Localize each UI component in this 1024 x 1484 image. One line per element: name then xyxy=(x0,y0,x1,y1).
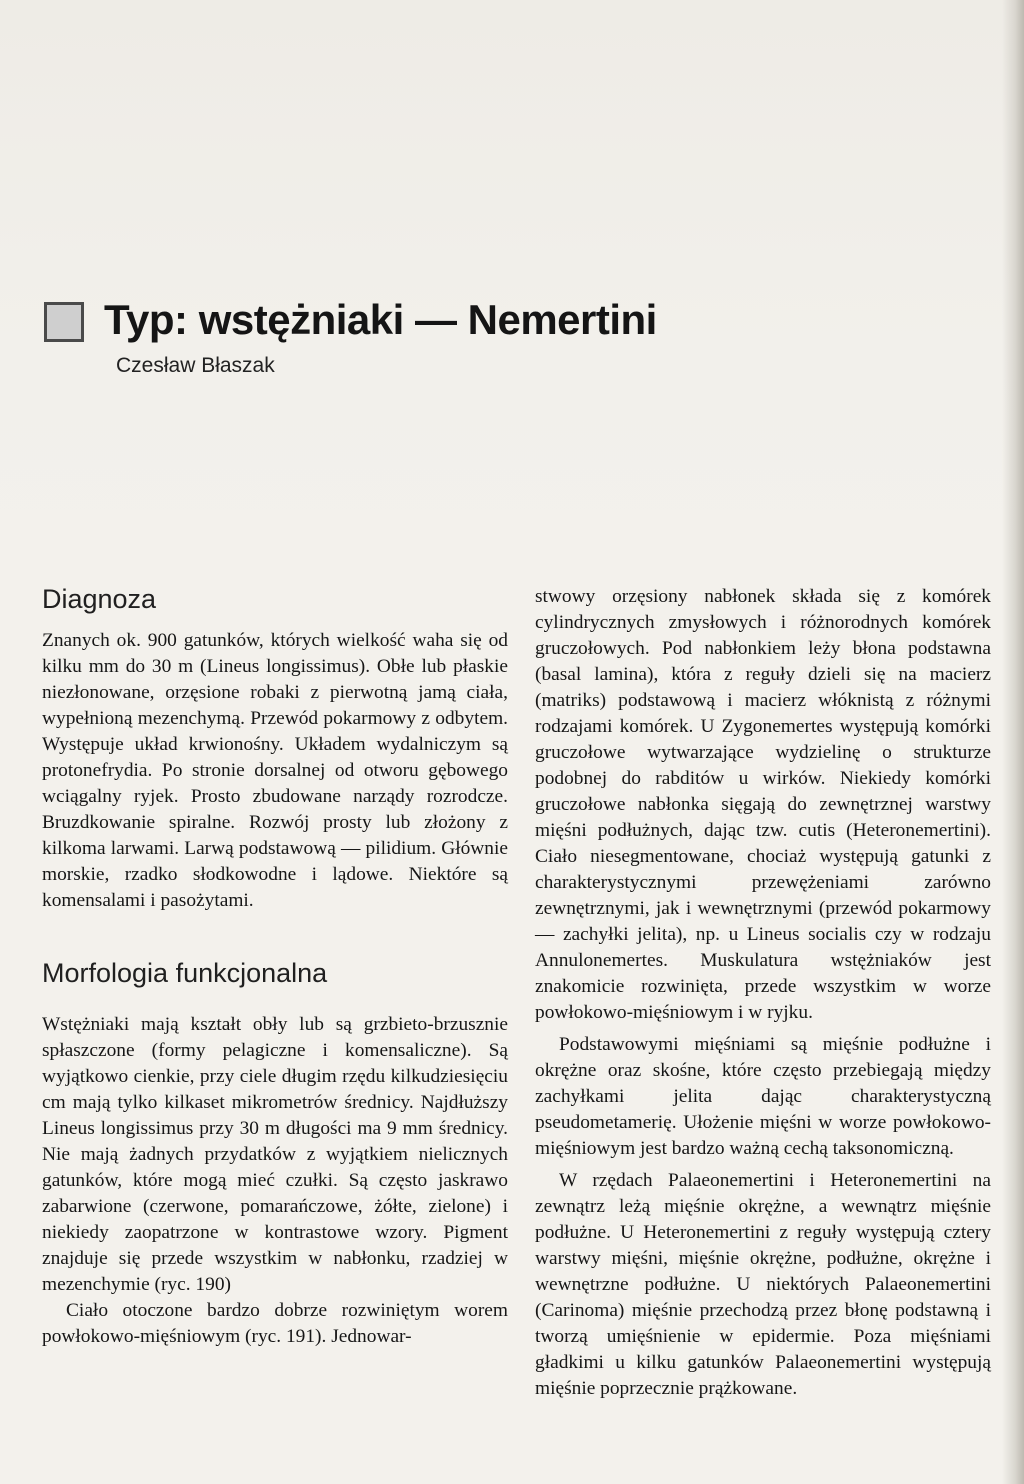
paragraph-morfologia-1: Wstężniaki mają kształt obły lub są grzbieto-brzusznie spłaszczone (formy pelagiczne i komensaliczne). Są wyjątkowo cienkie, przy ciele długim rzędu kilkudziesięciu cm mają tylko kilkaset mikrometrów średnicy. Najdłuższy Lineus longissimus przy 30 m długości ma 9 mm średnicy. Nie mają żadnych przydatków z wyjątkiem nielicznych gatunków, które mogą mieć czułki. Są często jaskrawo zabarwione (czerwone, pomarańczowe, żółte, zielone) i niekiedy zaopatrzone w kontrastowe wzory. Pigment znajduje się przede wszystkim w nabłonku, rzadziej w mezenchymie (ryc. 190) xyxy=(42,1014,508,1295)
page-edge-shadow xyxy=(1002,0,1024,1484)
paragraph-right-2: Podstawowymi mięśniami są mięśnie podłużne i okrężne oraz skośne, które często przebiegają między zachyłkami jelita dając charakterystyczną pseudometamerię. Ułożenie mięśni w worze powłokowo-mięśniowym jest bardzo ważną cechą taksonomiczną. xyxy=(535,1034,991,1159)
paragraph-right-1: stwowy orzęsiony nabłonek składa się z komórek cylindrycznych zmysłowych i różnorodnych komórek gruczołowych. Pod nabłonkiem leży błona podstawna (basal lamina), która z reguły dzieli się na macierz (matriks) podstawową i macierz włóknistą z różnymi rodzajami komórek. U Zygonemertes występują komórki gruczołowe wytwarzające wydzielinę o strukturze podobnej do rabditów u wirków. Niekiedy komórki gruczołowe nabłonka sięgają do zewnętrznej warstwy mięśni podłużnych, dając tzw. cutis (Heteronemertini). Ciało niesegmentowane, chociaż występują gatunki z charakterystycznymi przewężeniami zarówno zewnętrznymi, jak i wewnętrznymi (przewód pokarmowy — zachyłki jelita), np. u Lineus socialis czy w rodzaju Annulonemertes. Muskulatura wstężniaków jest znakomicie rozwinięta, przede wszystkim w worze powłokowo-mięśniowym i w ryjku. xyxy=(535,586,991,1023)
right-column xyxy=(535,584,991,1402)
left-column xyxy=(42,582,508,1350)
chapter-title: Typ: wstężniaki — Nemertini xyxy=(104,296,657,343)
paragraph-right-3: W rzędach Palaeonemertini i Heteronemertini na zewnątrz leżą mięśnie okrężne, a wewnątrz mięśnie podłużne. U Heteronemertini z reguły występują cztery warstwy mięśni, mięśnie okrężne, podłużne, okrężne i wewnętrzne podłużne. U niektórych Palaeonemertini (Carinoma) mięśnie przechodzą przez błonę podstawną i tworzą umięśnienie w epidermie. Poza mięśniami gładkimi u kilku gatunków Palaeonemertini występują mięśnie poprzecznie prążkowane. xyxy=(535,1170,991,1399)
chapter-square-icon xyxy=(44,302,84,342)
show-through-background xyxy=(0,0,1024,560)
paragraph-diagnoza: Znanych ok. 900 gatunków, których wielkość waha się od kilku mm do 30 m (Lineus longissimus). Obłe lub płaskie niezłonowane, orzęsione robaki z pierwotną jamą ciała, wypełnioną mezenchymą. Przewód pokarmowy z odbytem. Występuje układ krwionośny. Układem wydalniczym są protonefrydia. Po stronie dorsalnej od otworu gębowego wciągalny ryjek. Prosto zbudowane narządy rozrodcze. Bruzdkowanie spiralne. Rozwój prosty lub złożony z kilkoma larwami. Larwą podstawową — pilidium. Głównie morskie, rzadko słodkowodne i lądowe. Niektóre są komensalami i pasożytami. xyxy=(42,630,508,911)
chapter-author: Czesław Błaszak xyxy=(116,354,275,377)
paragraph-morfologia-2: Ciało otoczone bardzo dobrze rozwiniętym worem powłokowo-mięśniowym (ryc. 191). Jednowar- xyxy=(42,1300,508,1347)
chapter-title-row xyxy=(44,296,657,344)
section-heading-diagnoza: Diagnoza xyxy=(42,584,157,614)
section-heading-morfologia: Morfologia funkcjonalna xyxy=(42,958,328,988)
